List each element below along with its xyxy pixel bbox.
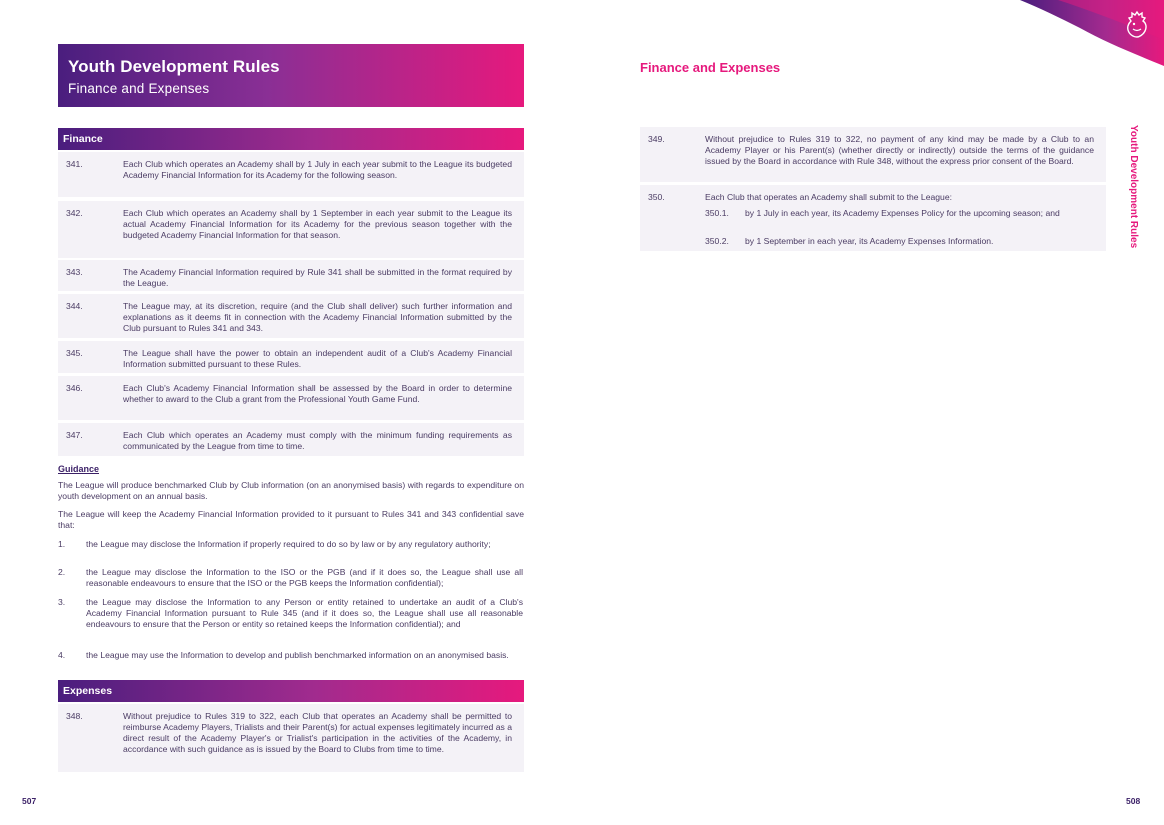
list-item: the League may disclose the Information to any Person or entity retained to undertake an audit of a Club's Academy Financial Information pursuant to Rule 345 (and if it does so, the League shall use all reasonable endeavours to ensure that the Person or entity so retained keeps the Information confidential); and (86, 597, 523, 629)
list-number: 4. (58, 650, 66, 660)
rule-number: 348. (66, 711, 83, 721)
page-number-left: 507 (22, 796, 37, 806)
rule-item (58, 341, 524, 373)
list-number: 3. (58, 597, 66, 607)
rule-number: 346. (66, 383, 83, 393)
rule-number: 343. (66, 267, 83, 277)
rule-number: 347. (66, 430, 83, 440)
title-banner (58, 44, 524, 107)
rule-number: 344. (66, 301, 83, 311)
subrule-text: by 1 September in each year, its Academy Expenses Information. (745, 236, 994, 246)
lion-crest-icon (1124, 10, 1150, 40)
rule-item (640, 185, 1106, 251)
section-header-finance (58, 128, 524, 150)
rule-text: Without prejudice to Rules 319 to 322, each Club that operates an Academy shall be permitted to reimburse Academy Players, Trialists and their Parent(s) for actual expenses legitimately incurred as a direct result of the Academy Player's or Trialist's participation in the activities of the Academy, in accordance with such guidance as is issued by the Board to Clubs from time to time. (123, 711, 512, 754)
subrule-number: 350.2. (705, 236, 729, 246)
rule-item (58, 704, 524, 772)
rule-number: 342. (66, 208, 83, 218)
rule-text: Each Club which operates an Academy shall by 1 July in each year submit to the League its budgeted Academy Financial Information for its Academy for the following season. (123, 159, 512, 180)
subrule-text: by 1 July in each year, its Academy Expenses Policy for the upcoming season; and (745, 208, 1060, 218)
section-title: Finance and Expenses (640, 60, 781, 75)
list-item: the League may disclose the Information to the ISO or the PGB (and if it does so, the League shall use all reasonable endeavours to ensure that the ISO or the PGB keeps the Information confidential); (86, 567, 523, 588)
section-header-expenses (58, 680, 524, 702)
rule-number: 341. (66, 159, 83, 169)
list-item: the League may disclose the Information if properly required to do so by law or by any regulatory authority; (86, 539, 491, 549)
rule-number: 349. (648, 134, 665, 144)
rule-item (640, 127, 1106, 182)
section-heading: Finance (63, 133, 103, 145)
side-section-label (1128, 125, 1144, 270)
guidance-paragraph: The League will keep the Academy Financial Information provided to it pursuant to Rules 341 and 343 confidential save that: (58, 509, 524, 530)
rule-item (58, 260, 524, 291)
guidance-heading: Guidance (58, 464, 100, 474)
list-number: 2. (58, 567, 66, 577)
rule-item (58, 376, 524, 420)
page-number-right: 508 (1126, 796, 1141, 806)
section-heading: Expenses (63, 685, 113, 697)
list-item: the League may use the Information to develop and publish benchmarked information on an anonymised basis. (86, 650, 509, 660)
subrule-number: 350.1. (705, 208, 729, 218)
document-title: Youth Development Rules (68, 57, 280, 76)
rule-number: 345. (66, 348, 83, 358)
rule-text: The Academy Financial Information required by Rule 341 shall be submitted in the format required by the League. (123, 267, 512, 288)
rule-number: 350. (648, 192, 665, 202)
rule-text: Each Club which operates an Academy must comply with the minimum funding requirements as communicated by the League from time to time. (123, 430, 512, 451)
rule-text: Each Club's Academy Financial Information shall be assessed by the Board in order to determine whether to award to the Club a grant from the Professional Youth Game Fund. (123, 383, 512, 404)
rule-item (58, 294, 524, 338)
side-label-text: Youth Development Rules (1128, 125, 1139, 249)
rule-text: Without prejudice to Rules 319 to 322, no payment of any kind may be made by a Club to an Academy Player or his Parent(s) (whether directly or indirectly) outside the terms of the guidance issued by the Board in accordance with Rule 348, without the express prior consent of the Board. (705, 134, 1094, 166)
rule-text: The League shall have the power to obtain an independent audit of a Club's Academy Financial Information submitted pursuant to these Rules. (123, 348, 512, 369)
guidance-paragraph: The League will produce benchmarked Club by Club information (on an anonymised basis) with regards to expenditure on youth development on an annual basis. (58, 480, 524, 501)
rule-text: Each Club which operates an Academy shall by 1 September in each year submit to the League its actual Academy Financial Information for its Academy for the previous season together with the budgeted Academy Financial Information for that season. (123, 208, 512, 240)
rule-item (58, 423, 524, 456)
rule-item (58, 201, 524, 258)
document-subtitle: Finance and Expenses (68, 81, 210, 96)
rule-item (58, 152, 524, 197)
rule-text: The League may, at its discretion, require (and the Club shall deliver) such further information and explanations as it deems fit in connection with the Academy Financial Information submitted by the Club pursuant to Rules 341 and 343. (123, 301, 512, 333)
rule-text: Each Club that operates an Academy shall submit to the League: (705, 192, 952, 202)
list-number: 1. (58, 539, 66, 549)
